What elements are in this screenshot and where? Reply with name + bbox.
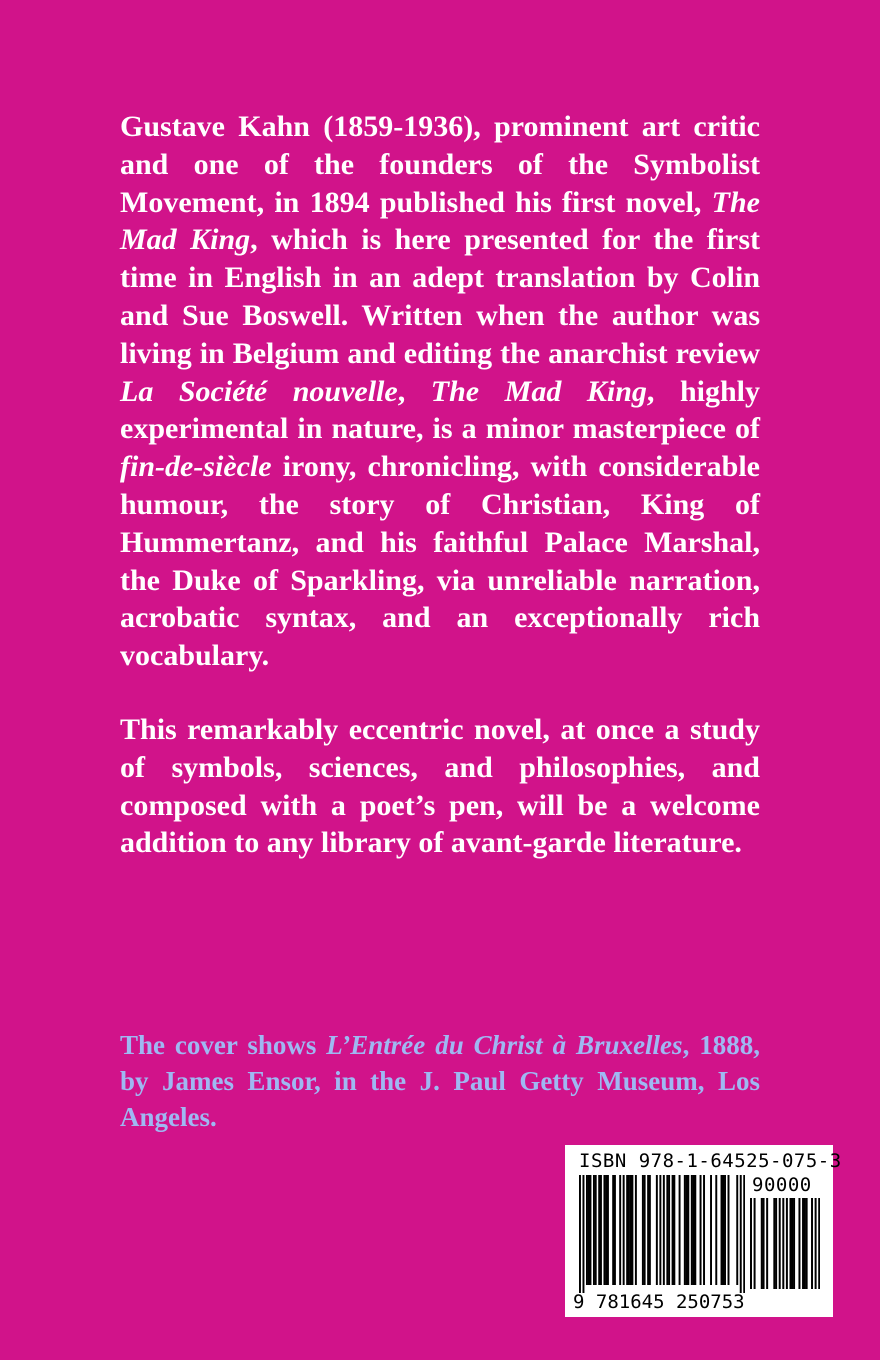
barcode-bar <box>672 1175 674 1285</box>
barcode-bar <box>687 1175 689 1285</box>
ean-barcode-bars <box>579 1175 745 1293</box>
barcode-bar <box>630 1175 632 1285</box>
barcode-bar <box>647 1175 649 1285</box>
barcode-bar <box>736 1175 738 1285</box>
barcode-bar <box>724 1175 726 1285</box>
barcode-bar <box>815 1198 817 1289</box>
barcode-bar <box>763 1198 765 1289</box>
barcode-bar <box>684 1175 686 1285</box>
barcode-bar <box>715 1175 717 1285</box>
barcode-bar <box>614 1175 616 1285</box>
barcode-bar <box>703 1175 705 1285</box>
barcode-bar <box>600 1175 602 1285</box>
barcode-bar <box>649 1175 651 1285</box>
barcode-bar <box>793 1198 795 1289</box>
blurb-p1-term: fin-de-siècle <box>120 450 272 484</box>
barcode-bar <box>728 1175 730 1285</box>
barcode-bar <box>668 1175 670 1285</box>
barcode-bar <box>740 1175 742 1293</box>
barcode-bar <box>589 1175 591 1285</box>
blurb <box>120 108 760 862</box>
barcode-bar <box>623 1175 625 1285</box>
blurb-p1-title-1: The Mad King <box>120 185 760 257</box>
credit-text-2: , 1888, by James Ensor, in the J. Paul Getty Museum, Los Angeles. <box>120 1030 760 1132</box>
barcode-bar <box>642 1175 644 1285</box>
isbn-label: ISBN 978-1-64525-075-3 <box>579 1150 842 1172</box>
barcode-bar <box>693 1175 695 1285</box>
barcode-bar <box>679 1175 681 1285</box>
barcode-bar <box>644 1175 646 1285</box>
barcode-bar <box>586 1175 588 1285</box>
barcode-bar <box>775 1198 777 1289</box>
barcode-bar <box>598 1175 600 1285</box>
barcode-bar <box>773 1198 775 1289</box>
barcode-bar <box>779 1198 781 1289</box>
barcode-bar <box>791 1198 793 1289</box>
blurb-paragraph-1 <box>120 108 760 675</box>
barcode-bar <box>631 1175 633 1285</box>
barcode-bar <box>635 1175 637 1285</box>
barcode-bar <box>588 1175 590 1285</box>
barcode-bar <box>798 1198 800 1289</box>
barcode-bar <box>628 1175 630 1285</box>
barcode-bar <box>811 1198 813 1289</box>
barcode-bar <box>595 1175 597 1285</box>
barcode-bar <box>612 1175 614 1285</box>
barcode-bar <box>750 1198 752 1289</box>
barcode-bar <box>666 1175 668 1285</box>
barcode-bar <box>804 1198 806 1289</box>
barcode-bar <box>603 1175 605 1285</box>
blurb-p1-text-2: , which is here presented for the first time in English in an adept translation by Colin and Sue Boswell. Written when the author was living in Belgium and editing the anarchist review <box>120 223 760 370</box>
barcode-bar <box>766 1198 768 1289</box>
blurb-paragraph-2: This remarkably eccentric novel, at once a study of symbols, sciences, and philosophies, and composed with a poet’s pen, will be a welcome addition to any library of avant-garde literature. <box>120 712 760 860</box>
barcode-bar <box>710 1175 712 1285</box>
barcode-bar <box>743 1175 745 1293</box>
blurb-p1-text-4: , highly experimental in nature, is a minor masterpiece of <box>120 374 761 446</box>
barcode-bar <box>782 1198 784 1289</box>
barcode-bar <box>761 1198 763 1289</box>
blurb-p1-text-5: irony, chronicling, with considerable humour, the story of Christian, King of Hummertanz, and his faithful Palace Marshal, the Duke of Sparkling, via unreliable narration, acrobatic syntax, and an exceptionally rich vocabulary. <box>120 450 760 673</box>
barcode-bar <box>605 1175 607 1285</box>
barcode-bar <box>579 1175 581 1293</box>
cover-credit <box>120 1027 760 1135</box>
barcode-bar <box>818 1198 820 1289</box>
barcode-bar <box>686 1175 688 1285</box>
barcode-bar <box>786 1198 788 1289</box>
barcode-bar <box>806 1198 808 1289</box>
barcode-bar <box>626 1175 628 1285</box>
barcode-bar <box>619 1175 621 1285</box>
barcode-bar <box>691 1175 693 1285</box>
blurb-p1-review-title: La Société nouvelle <box>120 374 398 408</box>
blurb-p1-text-1: Gustave Kahn (1859-1936), prominent art critic and one of the founders of the Symbolist Movement, in 1894 published his first novel, <box>120 110 760 219</box>
barcode-bar <box>722 1175 724 1285</box>
barcode-bar <box>789 1198 791 1289</box>
barcode-bar <box>754 1198 756 1289</box>
barcode-bar <box>700 1175 702 1285</box>
barcode-bar <box>659 1175 661 1285</box>
addon-number: 90000 <box>752 1174 812 1196</box>
barcode-bar <box>582 1175 584 1293</box>
barcode-bar <box>663 1175 665 1285</box>
barcode-bar <box>656 1175 658 1285</box>
credit-text-1: The cover shows <box>120 1030 327 1060</box>
barcode-bar <box>593 1175 595 1285</box>
barcode-bar <box>721 1175 723 1285</box>
ean-digits: 9 781645 250753 <box>573 1291 745 1313</box>
blurb-p1-title-2: The Mad King <box>430 374 647 408</box>
barcode-bar <box>607 1175 609 1285</box>
blurb-p1-text-3: , <box>397 374 431 408</box>
addon-barcode-bars <box>750 1198 820 1289</box>
barcode-bar <box>694 1175 696 1285</box>
isbn-barcode <box>565 1145 842 1317</box>
barcode-bar <box>802 1198 804 1289</box>
barcode-bar <box>673 1175 675 1285</box>
credit-artwork-title: L’Entrée du Christ à Bruxelles <box>326 1030 683 1060</box>
